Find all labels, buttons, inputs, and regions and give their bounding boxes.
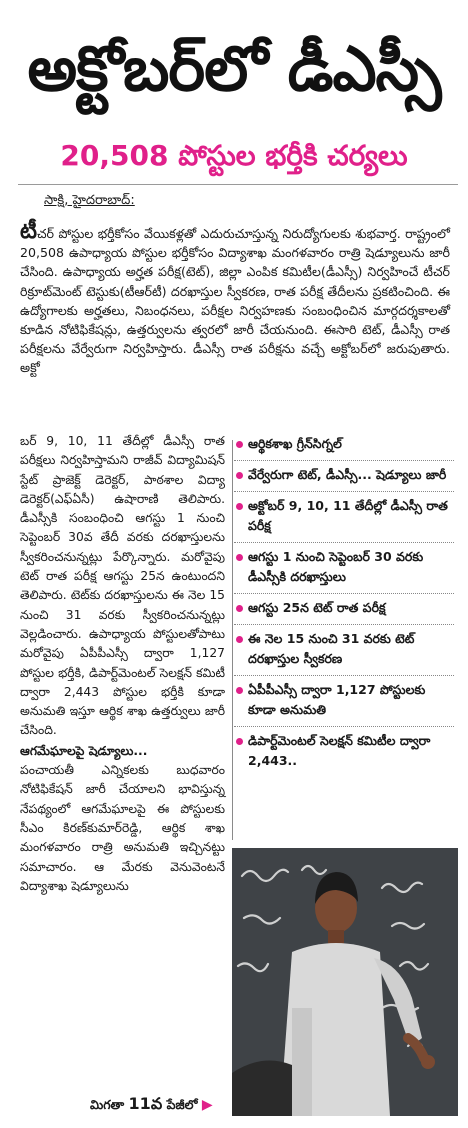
- divider: [18, 184, 458, 185]
- highlight-item: అక్టోబర్ 9, 10, 11 తేదీల్లో డీఎస్సీ రాత పరీక్ష: [234, 492, 454, 543]
- bullet-icon: [236, 554, 243, 561]
- teacher-at-blackboard-image: [232, 848, 458, 1116]
- highlight-item: ఆగస్టు 25న టెట్ రాత పరీక్ష: [234, 594, 454, 625]
- left-column: [20, 432, 225, 896]
- arrow-right-icon: ▶: [201, 1097, 213, 1113]
- bullet-icon: [236, 636, 243, 643]
- subheadline: 20,508 పోస్టుల భర్తీకి చర్యలు: [60, 139, 408, 172]
- teacher-photo: [232, 848, 458, 1116]
- bullet-icon: [236, 472, 243, 479]
- highlights-list: [234, 430, 454, 777]
- column-divider: [232, 440, 233, 840]
- intro-paragraph: [20, 219, 450, 378]
- page-number: 11వ: [128, 1094, 163, 1113]
- highlight-item: ఆర్థికశాఖ గ్రీన్‌సిగ్నల్: [234, 430, 454, 461]
- body-paragraph: పంచాయతీ ఎన్నికలకు బుధవారం నోటిఫికేషన్ జారీ చేయాలని భావిస్తున్న నేపథ్యంలో ఆగమేఘాలపై ఈ పోస్టులకు సీఎం కిరణ్‌కుమార్‌రెడ్డి, ఆర్థిక శాఖ మంగళవారం రాత్రి అనుమతి ఇచ్చినట్టు సమాచారం. ఆ మేరకు వెనువెంటనే విద్యాశాఖ షెడ్యూలును: [20, 763, 225, 893]
- highlight-item: డిపార్ట్‌మెంటల్ సెలక్షన్ కమిటీల ద్వారా 2,443..: [234, 727, 454, 777]
- bullet-icon: [236, 441, 243, 448]
- highlight-item: ఏపీపీఎస్సీ ద్వారా 1,127 పోస్టులకు కూడా అనుమతి: [234, 676, 454, 727]
- dropcap: టీ: [20, 219, 37, 244]
- bullet-icon: [236, 503, 243, 510]
- body-paragraph: బర్ 9, 10, 11 తేదీల్లో డీఎస్సీ రాత పరీక్షలు నిర్వహిస్తామని రాజీవ్ విద్యామిషన్ స్టేట్ ప్రాజెక్ట్ డెరెక్టర్, పాఠశాల విద్యా డెరెక్టర్(ఎఫ్‌ఏసీ) ఉషారాణి తెలిపారు. డీఎస్సీకి సంబంధించి ఆగస్టు 1 నుంచి సెప్టెంబర్ 30వ తేదీ వరకు దరఖాస్తులను స్వీకరించనున్నట్లు పేర్కొన్నారు. మరోవైపు టెట్ రాత పరీక్ష ఆగస్టు 25న ఉంటుందని తెలిపారు. టెట్‌కు దరఖాస్తులను ఈ నెల 15 నుంచి 31 వరకు స్వీకరించనున్నట్లు వెల్లడించారు. ఉపాధ్యాయ పోస్టులతోపాటు మరోవైపు ఏపీపీఎస్సీ ద్వారా 1,127 పోస్టుల భర్తీకి, డిపార్ట్‌మెంటల్ సెలక్షన్ కమిటీ ద్వారా 2,443 పోస్టుల భర్తీకి కూడా అనుమతి ఇస్తూ ఆర్థిక శాఖ ఉత్తర్వులు జారీ చేసింది.: [20, 434, 225, 738]
- headline: అక్టోబర్‌లో డీఎస్సీ: [27, 32, 441, 105]
- bullet-icon: [236, 605, 243, 612]
- highlight-item: ఈ నెల 15 నుంచి 31 వరకు టెట్ దరఖాస్తుల స్వీకరణ: [234, 625, 454, 676]
- bullet-icon: [236, 687, 243, 694]
- continued-note: మిగతా 11వ పేజీలో ▶: [90, 1094, 213, 1113]
- highlight-item: ఆగస్టు 1 నుంచి సెప్టెంబర్ 30 వరకు డీఎస్సీకి దరఖాస్తులు: [234, 543, 454, 594]
- intro-text: చర్ పోస్టుల భర్తీకోసం వేయికళ్లతో ఎదురుచూస్తున్న నిరుద్యోగులకు శుభవార్త. రాష్ట్రంలో 20,508 ఉపాధ్యాయ పోస్టుల భర్తీకోసం విద్యాశాఖ మంగళవారం రాత్రి షెడ్యూలును జారీ చేసింది. ఉపాధ్యాయ అర్హత పరీక్ష(టెట్), జిల్లా ఎంపిక కమిటీల(డీఎస్సీ) నిర్వహించే టీచర్ రిక్రూట్‌మెంట్ టెస్టుకు(టీఆర్‌టీ) దరఖాస్తుల స్వీకరణ, రాత పరీక్ష తేదీలను ప్రకటించింది. ఈ ఉద్యోగాలకు అర్హతలు, నిబంధనలు, పరీక్షల నిర్వహణకు సంబంధించిన మార్గదర్శకాలతో కూడిన నోటిఫికేషన్లు, ఉత్తర్వులను త్వరలో జారీ చేయనుంది. ఈసారి టెట్, డీఎస్సీ రాత పరీక్షలను వేర్వేరుగా నిర్వహిస్తారు. డీఎస్సీ రాత పరీక్షను వచ్చే అక్టోబర్‌లో జరుపుతారు. అక్టో: [20, 226, 450, 376]
- bullet-icon: [236, 738, 243, 745]
- dateline: సాక్షి, హైదరాబాద్:: [44, 193, 135, 208]
- section-subhead: ఆగమేఘాలపై షెడ్యూలు...: [20, 743, 148, 758]
- highlight-item: వేర్వేరుగా టెట్, డీఎస్సీ... షెడ్యూలు జారీ: [234, 461, 454, 492]
